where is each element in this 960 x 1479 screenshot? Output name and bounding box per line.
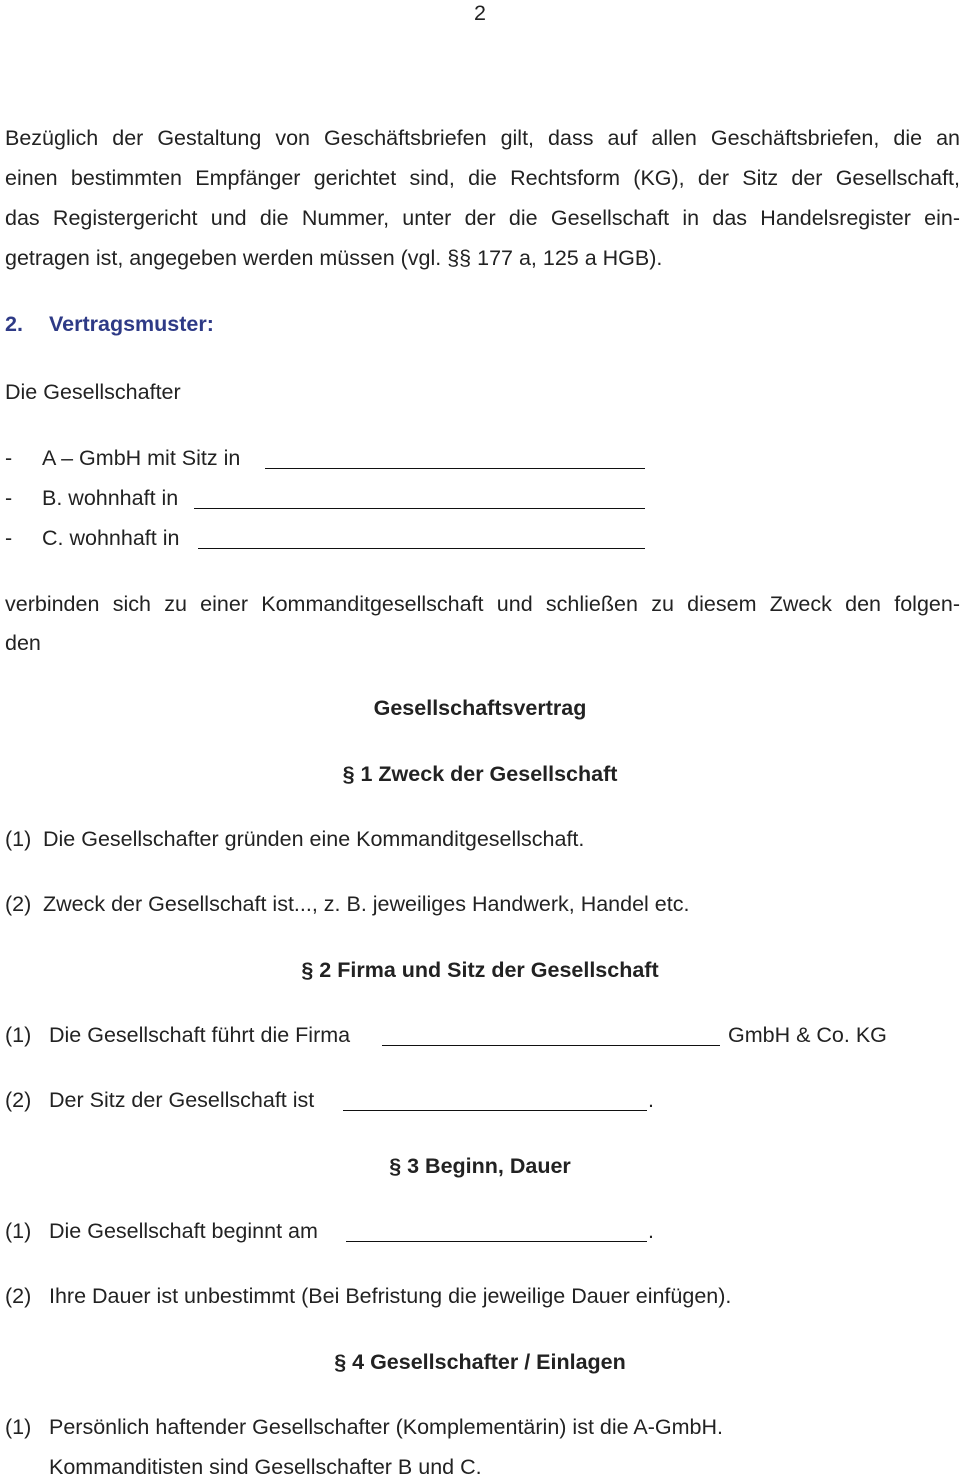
item-number: (2) (5, 1088, 32, 1112)
page-number: 2 (474, 1, 486, 25)
s1-heading: § 1 Zweck der Gesellschaft (342, 762, 618, 786)
s3-heading: § 3 Beginn, Dauer (389, 1154, 571, 1178)
section-heading (5, 314, 214, 336)
party-dash: - (5, 446, 13, 470)
connect-line-2: den (5, 631, 41, 655)
item-text: Zweck der Gesellschaft ist..., z. B. jeweiliges Handwerk, Handel etc. (43, 892, 690, 916)
s2-item-1-suffix: GmbH & Co. KG (728, 1023, 887, 1047)
party-c (5, 528, 179, 550)
s2-heading: § 2 Firma und Sitz der Gesellschaft (301, 958, 659, 982)
contract-title: Gesellschaftsvertrag (373, 696, 587, 720)
item-text: Die Gesellschafter gründen eine Kommanditgesellschaft. (43, 827, 585, 851)
s3-item-1-suffix: . (648, 1219, 654, 1243)
s2-sitz-blank[interactable] (343, 1110, 647, 1111)
item-number: (2) (5, 892, 32, 916)
s3-item-1 (5, 1221, 318, 1243)
item-number: (1) (5, 827, 32, 851)
party-a (5, 448, 240, 470)
item-number: (1) (5, 1219, 32, 1243)
s2-item-1 (5, 1025, 350, 1047)
connect-line-1: verbinden sich zu einer Kommanditgesellschaft und schließen zu diesem Zweck den folgen- (5, 592, 960, 616)
party-a-blank[interactable] (265, 468, 645, 469)
party-dash: - (5, 526, 13, 550)
item-text: Persönlich haftender Gesellschafter (Komplementärin) ist die A-GmbH. (49, 1415, 723, 1439)
s3-item-2 (5, 1286, 731, 1308)
parties-intro: Die Gesellschafter (5, 380, 181, 404)
item-text: Die Gesellschaft beginnt am (49, 1219, 318, 1243)
intro-line-1: Bezüglich der Gestaltung von Geschäftsbriefen gilt, dass auf allen Geschäftsbriefen, die an (5, 126, 960, 150)
party-b (5, 488, 178, 510)
party-text: A – GmbH mit Sitz in (42, 446, 241, 470)
s4-item-1-cont: Kommanditisten sind Gesellschafter B und C. (49, 1455, 482, 1479)
s2-item-2-suffix: . (648, 1088, 654, 1112)
party-dash: - (5, 486, 13, 510)
s2-item-2 (5, 1090, 314, 1112)
s4-item-1 (5, 1417, 723, 1439)
s4-heading: § 4 Gesellschafter / Einlagen (334, 1350, 626, 1374)
s3-beginn-blank[interactable] (346, 1241, 647, 1242)
intro-line-2: einen bestimmten Empfänger gerichtet sind, die Rechtsform (KG), der Sitz der Gesellschaft, (5, 166, 960, 190)
item-number: (1) (5, 1023, 32, 1047)
intro-line-3: das Registergericht und die Nummer, unter der die Gesellschaft in das Handelsregister ein- (5, 206, 960, 230)
party-text: C. wohnhaft in (42, 526, 180, 550)
item-number: (2) (5, 1284, 32, 1308)
s1-item-2 (5, 894, 689, 916)
party-text: B. wohnhaft in (42, 486, 179, 510)
party-b-blank[interactable] (194, 508, 645, 509)
item-text: Der Sitz der Gesellschaft ist (49, 1088, 315, 1112)
s1-item-1 (5, 829, 584, 851)
item-text: Ihre Dauer ist unbestimmt (Bei Befristung die jeweilige Dauer einfügen). (49, 1284, 732, 1308)
intro-line-4: getragen ist, angegeben werden müssen (vgl. §§ 177 a, 125 a HGB). (5, 246, 663, 270)
item-text: Die Gesellschaft führt die Firma (49, 1023, 351, 1047)
section-number: 2. (5, 312, 23, 336)
section-title: Vertragsmuster: (49, 312, 214, 336)
s2-firma-blank[interactable] (382, 1045, 720, 1046)
item-number: (1) (5, 1415, 32, 1439)
party-c-blank[interactable] (198, 548, 645, 549)
